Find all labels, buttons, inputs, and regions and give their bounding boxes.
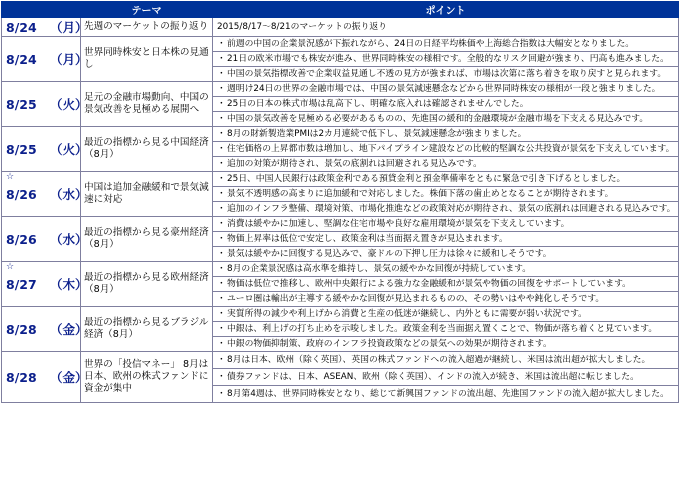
bullet-mark: ・ xyxy=(217,263,226,274)
date-column-header xyxy=(2,2,81,18)
bullet-mark: ・ xyxy=(217,218,226,229)
table-row xyxy=(2,172,679,187)
date-cell xyxy=(2,37,88,82)
bullet-mark: ・ xyxy=(217,233,226,244)
point-cell xyxy=(213,337,679,352)
point-cell xyxy=(213,18,679,37)
bullet-mark: ・ xyxy=(217,98,226,109)
weekday-label: （金） xyxy=(50,370,88,385)
date-label: 8/24 xyxy=(6,20,37,35)
point-text: 8月の財新製造業PMIは2カ月連続で低下し、景気減速懸念が強まりました。 xyxy=(227,128,527,139)
date-label: 8/25 xyxy=(6,142,37,157)
point-cell xyxy=(213,97,679,112)
point-cell xyxy=(213,277,679,292)
point-cell xyxy=(213,142,679,157)
bullet-mark: ・ xyxy=(217,248,226,259)
point-cell xyxy=(213,82,679,97)
point-text: 25日、中国人民銀行は政策金利である預貸金利と預金準備率をともに緊急で引き下げるとしました。 xyxy=(227,173,626,184)
point-cell xyxy=(213,292,679,307)
point-cell xyxy=(213,157,679,172)
point-text: ユーロ圏は輸出が主導する緩やかな回復が見込まれるものの、その勢いはやや鈍化しそうです。 xyxy=(227,293,605,304)
point-text: 消費は緩やかに加速し、堅調な住宅市場や良好な雇用環境が景気を下支えしています。 xyxy=(227,218,570,229)
date-cell xyxy=(2,18,88,37)
bullet-mark: ・ xyxy=(217,143,226,154)
point-cell xyxy=(213,67,679,82)
date-label: 8/28 xyxy=(6,322,37,337)
point-text: 8月の企業景況感は高水準を維持し、景気の緩やかな回復が持続しています。 xyxy=(227,263,531,274)
point-cell xyxy=(213,217,679,232)
point-cell xyxy=(213,322,679,337)
date-label: 8/26 xyxy=(6,187,37,202)
theme-cell: 最近の指標から見る豪州経済（8月） xyxy=(81,217,213,262)
table-row xyxy=(2,352,679,369)
point-cell xyxy=(213,37,679,52)
point-text: 実質所得の減少や利上げから消費と生産の低迷が継続し、内外ともに需要が弱い状況です。 xyxy=(227,308,587,319)
table-row xyxy=(2,18,679,37)
table-row xyxy=(2,307,679,322)
point-text: 週明け24日の世界の金融市場では、中国の景気減速懸念などから世界同時株安の様相が一段と強まりました。 xyxy=(227,83,661,94)
table-header-row xyxy=(2,2,679,18)
date-cell xyxy=(2,262,88,307)
date-label: 8/28 xyxy=(6,370,37,385)
weekday-label: （月） xyxy=(50,20,88,35)
bullet-mark: ・ xyxy=(217,188,226,199)
date-label: 8/25 xyxy=(6,97,37,112)
theme-cell: 世界の「投信マネー」 8月は日本、欧州の株式ファンドに資金が集中 xyxy=(81,352,213,403)
date-cell xyxy=(2,307,88,352)
point-text: 住宅価格の上昇都市数は増加し、地下パイプライン建設などの比較的堅調な公共投資が景気を下支えしています。 xyxy=(227,143,675,154)
point-text: 景気は緩やかに回復する見込みで、豪ドルの下押し圧力は徐々に緩和しそうです。 xyxy=(227,248,552,259)
date-cell xyxy=(2,217,88,262)
point-text: 2015/8/17～8/21のマーケットの振り返り xyxy=(217,21,387,32)
date-cell xyxy=(2,127,88,172)
bullet-mark: ・ xyxy=(217,38,226,49)
bullet-mark: ・ xyxy=(217,323,226,334)
point-cell xyxy=(213,369,679,386)
point-text: 8月第4週は、世界同時株安となり、総じて新興国ファンドの流出超、先進国ファンドの流入超が拡大しました。 xyxy=(227,388,669,399)
point-cell xyxy=(213,386,679,403)
date-label: 8/27 xyxy=(6,277,37,292)
star-mark: ☆ xyxy=(6,262,15,272)
table-row xyxy=(2,82,679,97)
point-text: 前週の中国の企業景況感が下振れながら、24日の日経平均株価や上海総合指数は大幅安となりました。 xyxy=(227,38,635,49)
weekday-label: （月） xyxy=(50,52,88,67)
weekday-label: （木） xyxy=(50,277,88,292)
point-cell xyxy=(213,352,679,369)
table-row xyxy=(2,37,679,52)
point-text: 中銀の物価抑制策、政府のインフラ投資政策などの景気への効果が期待されます。 xyxy=(227,338,552,349)
bullet-mark: ・ xyxy=(217,293,226,304)
weekday-label: （火） xyxy=(50,142,88,157)
point-text: 中国の景気指標改善で企業収益見通し不透の見方が強まれば、市場は次第に落ち着きを取り戻すと見られます。 xyxy=(227,68,667,79)
bullet-mark: ・ xyxy=(217,388,226,399)
bullet-mark: ・ xyxy=(217,203,226,214)
point-text: 25日の日本の株式市場は乱高下し、明確な底入れは確認されませんでした。 xyxy=(227,98,529,109)
weekly-report-table xyxy=(1,1,679,403)
date-label: 8/24 xyxy=(6,52,37,67)
point-cell xyxy=(213,247,679,262)
bullet-mark: ・ xyxy=(217,128,226,139)
date-label: 8/26 xyxy=(6,232,37,247)
weekday-label: （水） xyxy=(50,187,88,202)
theme-cell: 最近の指標から見る欧州経済（8月） xyxy=(81,262,213,307)
point-text: 債券ファンドは、日本、ASEAN、欧州（除く英国）、インドの流入が続き、米国は流出超に転じました。 xyxy=(227,371,639,382)
bullet-mark: ・ xyxy=(217,278,226,289)
point-cell xyxy=(213,307,679,322)
date-cell xyxy=(2,82,88,127)
theme-cell: 先週のマーケットの振り返り xyxy=(81,18,213,37)
point-cell xyxy=(213,112,679,127)
point-text: 追加の対策が期待され、景気の底割れは回避される見込みです。 xyxy=(227,158,482,169)
point-cell xyxy=(213,172,679,187)
theme-cell: 足元の金融市場動向、中国の景気改善を見極める展開へ xyxy=(81,82,213,127)
table-row xyxy=(2,262,679,277)
point-text: 物価上昇率は低位で安定し、政策金利は当面据え置きが見込まれます。 xyxy=(227,233,508,244)
bullet-mark: ・ xyxy=(217,83,226,94)
bullet-mark: ・ xyxy=(217,158,226,169)
point-text: 21日の欧米市場でも株安が進み、世界同時株安の様相です。全般的なリスク回避が強まり、円高も進みました。 xyxy=(227,53,669,64)
point-column-header: ポイント xyxy=(213,2,679,18)
table-row xyxy=(2,127,679,142)
theme-cell: 世界同時株安と日本株の見通し xyxy=(81,37,213,82)
theme-cell: 最近の指標から見るブラジル経済（8月） xyxy=(81,307,213,352)
weekday-label: （火） xyxy=(50,97,88,112)
bullet-mark: ・ xyxy=(217,53,226,64)
point-text: 中国の景気改善を見極める必要があるものの、先進国の緩和的金融環境が金融市場を下支える見込みです。 xyxy=(227,113,649,124)
bullet-mark: ・ xyxy=(217,173,226,184)
point-cell xyxy=(213,127,679,142)
bullet-mark: ・ xyxy=(217,371,226,382)
theme-column-header: テーマ xyxy=(81,2,213,18)
point-text: 中銀は、利上げの打ち止めを示唆しました。政策金利を当面据え置くことで、物価が落ち着くと見ています。 xyxy=(227,323,658,334)
bullet-mark: ・ xyxy=(217,354,226,365)
point-text: 8月は日本、欧州（除く英国）、英国の株式ファンドへの流入超過が継続し、米国は流出超が拡大しました。 xyxy=(227,354,651,365)
weekday-label: （金） xyxy=(50,322,88,337)
bullet-mark: ・ xyxy=(217,338,226,349)
weekday-label: （水） xyxy=(50,232,88,247)
point-cell xyxy=(213,52,679,67)
theme-cell: 最近の指標から見る中国経済（8月） xyxy=(81,127,213,172)
point-cell xyxy=(213,202,679,217)
point-text: 追加のインフラ整備、環境対策、市場化推進などの政策対応が期待され、景気の底割れは回避される見込みです。 xyxy=(227,203,676,214)
bullet-mark: ・ xyxy=(217,113,226,124)
point-cell xyxy=(213,232,679,247)
point-text: 物価は低位で推移し、欧州中央銀行による強力な金融緩和が景気や物価の回復をサポートしています。 xyxy=(227,278,631,289)
theme-cell: 中国は追加金融緩和で景気減速に対応 xyxy=(81,172,213,217)
table-row xyxy=(2,217,679,232)
point-cell xyxy=(213,187,679,202)
point-text: 景気不透明感の高まりに追加緩和で対応しました。株価下落の歯止めとなることが期待されます。 xyxy=(227,188,614,199)
bullet-mark: ・ xyxy=(217,308,226,319)
point-cell xyxy=(213,262,679,277)
table-body xyxy=(2,18,679,403)
date-cell xyxy=(2,172,88,217)
date-cell xyxy=(2,352,88,403)
star-mark: ☆ xyxy=(6,172,15,182)
bullet-mark: ・ xyxy=(217,68,226,79)
